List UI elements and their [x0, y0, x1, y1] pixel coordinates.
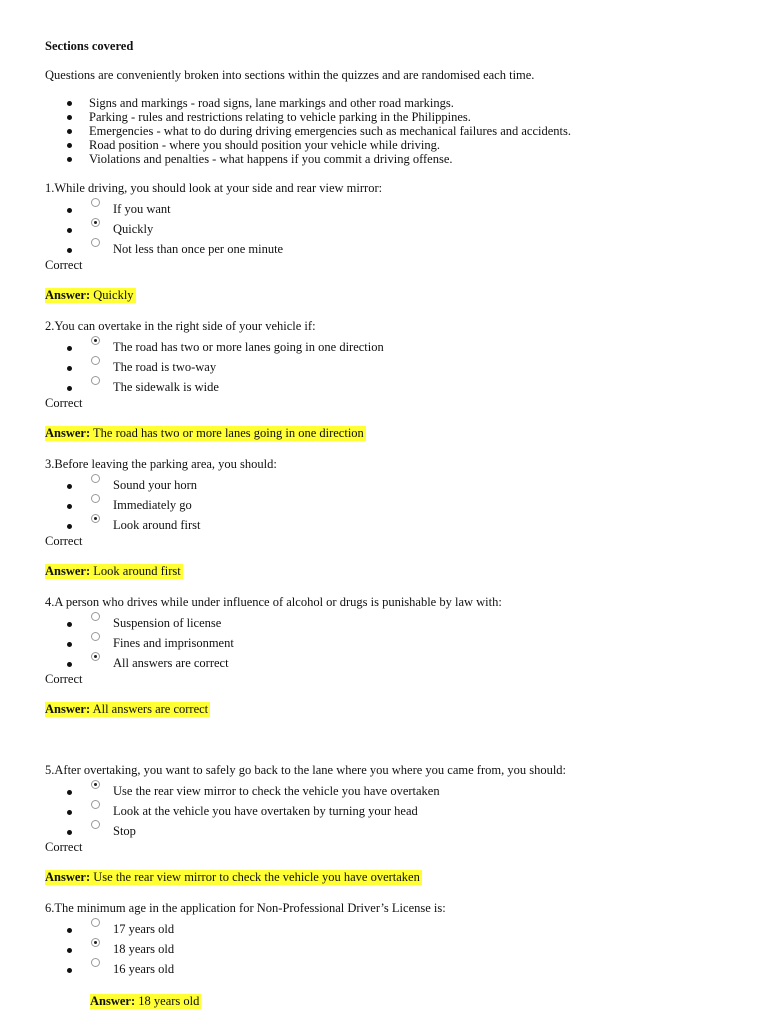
bullet-icon: [67, 642, 72, 647]
list-item: Violations and penalties - what happens if you commit a driving offense.: [45, 152, 745, 166]
radio-button[interactable]: [91, 238, 100, 247]
option-item: [45, 238, 745, 258]
option-label: Use the rear view mirror to check the vehicle you have overtaken: [113, 784, 440, 798]
options-list: [45, 780, 745, 840]
radio-button[interactable]: [91, 820, 100, 829]
radio-button-selected[interactable]: [91, 652, 100, 661]
bullet-icon: [67, 143, 72, 148]
radio-button-selected[interactable]: [91, 336, 100, 345]
option-label: Immediately go: [113, 498, 192, 512]
question-text: 5.After overtaking, you want to safely go back to the lane where you where you came from, you should:: [45, 763, 567, 777]
option-label: The sidewalk is wide: [113, 380, 219, 394]
radio-button-selected[interactable]: [91, 514, 100, 523]
radio-button[interactable]: [91, 958, 100, 967]
options-list: [45, 336, 745, 396]
list-item: Parking - rules and restrictions relating to vehicle parking in the Philippines.: [45, 110, 745, 124]
question-3: [45, 456, 745, 580]
bullet-icon: [67, 157, 72, 162]
result-text: Correct: [45, 534, 83, 548]
answer-line: [45, 288, 745, 304]
radio-button-selected[interactable]: [91, 938, 100, 947]
answer-label: Answer:: [45, 426, 91, 440]
section-heading: Sections covered: [45, 39, 134, 53]
question-text: 1.While driving, you should look at your side and rear view mirror:: [45, 181, 383, 195]
answer-highlight: [45, 870, 422, 885]
question-1: [45, 180, 745, 304]
answer-label: Answer:: [45, 702, 91, 716]
spacer: [45, 718, 745, 748]
radio-button[interactable]: [91, 474, 100, 483]
option-label: Quickly: [113, 222, 154, 236]
option-label: 17 years old: [113, 922, 175, 936]
bullet-icon: [67, 208, 72, 213]
radio-button[interactable]: [91, 612, 100, 621]
question-2: [45, 318, 745, 442]
answer-text: 18 years old: [138, 994, 200, 1008]
result-text: Correct: [45, 396, 83, 410]
option-label: Not less than once per one minute: [113, 242, 284, 256]
answer-highlight: [45, 288, 136, 303]
option-item: [45, 612, 745, 632]
result-text: Correct: [45, 840, 83, 854]
option-label: Sound your horn: [113, 478, 198, 492]
option-item: [45, 376, 745, 396]
option-label: 18 years old: [113, 942, 175, 956]
answer-line: [45, 426, 745, 442]
sections-list: [45, 96, 745, 166]
option-label: 16 years old: [113, 962, 175, 976]
bullet-icon: [67, 366, 72, 371]
result-text: Correct: [45, 258, 83, 272]
radio-button[interactable]: [91, 376, 100, 385]
radio-button[interactable]: [91, 632, 100, 641]
bullet-icon: [67, 622, 72, 627]
bullet-icon: [67, 504, 72, 509]
question-text: 6.The minimum age in the application for Non-Professional Driver’s License is:: [45, 901, 446, 915]
answer-line: [45, 870, 745, 886]
option-label: Fines and imprisonment: [113, 636, 234, 650]
list-item: Road position - where you should position your vehicle while driving.: [45, 138, 745, 152]
bullet-icon: [67, 928, 72, 933]
intro-text: Questions are conveniently broken into sections within the quizzes and are randomised each time.: [45, 68, 535, 82]
bullet-icon: [67, 101, 72, 106]
bullet-icon: [67, 484, 72, 489]
question-text: 2.You can overtake in the right side of your vehicle if:: [45, 319, 316, 333]
option-item: [45, 958, 745, 978]
option-item: [45, 514, 745, 534]
answer-highlight: [45, 564, 183, 579]
answer-highlight: [90, 994, 201, 1009]
bullet-icon: [67, 968, 72, 973]
list-item: Signs and markings - road signs, lane markings and other road markings.: [45, 96, 745, 110]
bullet-icon: [67, 129, 72, 134]
option-item: [45, 780, 745, 800]
answer-text: Use the rear view mirror to check the vehicle you have overtaken: [93, 870, 420, 884]
bullet-icon: [67, 948, 72, 953]
option-item: [45, 474, 745, 494]
option-label: Suspension of license: [113, 616, 222, 630]
bullet-icon: [67, 810, 72, 815]
list-item: Emergencies - what to do during driving emergencies such as mechanical failures and accidents.: [45, 124, 745, 138]
option-item: [45, 652, 745, 672]
question-text: 3.Before leaving the parking area, you should:: [45, 457, 277, 471]
option-item: [45, 356, 745, 376]
answer-highlight: [45, 426, 366, 441]
answer-text: Look around first: [93, 564, 181, 578]
document-page: [45, 34, 745, 1010]
radio-button[interactable]: [91, 918, 100, 927]
option-item: [45, 632, 745, 652]
options-list: [45, 474, 745, 534]
answer-text: All answers are correct: [92, 702, 209, 716]
radio-button-selected[interactable]: [91, 780, 100, 789]
options-list: [45, 198, 745, 258]
radio-button[interactable]: [91, 494, 100, 503]
bullet-icon: [67, 228, 72, 233]
radio-button-selected[interactable]: [91, 218, 100, 227]
answer-line: [45, 564, 745, 580]
option-item: [45, 198, 745, 218]
result-text: Correct: [45, 672, 83, 686]
options-list: [45, 612, 745, 672]
answer-text: The road has two or more lanes going in one direction: [93, 426, 364, 440]
bullet-icon: [67, 248, 72, 253]
option-item: [45, 918, 745, 938]
answer-label: Answer:: [90, 994, 136, 1008]
radio-button[interactable]: [91, 198, 100, 207]
option-item: [45, 336, 745, 356]
bullet-icon: [67, 346, 72, 351]
radio-button[interactable]: [91, 800, 100, 809]
question-4: [45, 594, 745, 718]
bullet-icon: [67, 115, 72, 120]
radio-button[interactable]: [91, 356, 100, 365]
option-label: The road has two or more lanes going in one direction: [113, 340, 384, 354]
answer-label: Answer:: [45, 288, 91, 302]
answer-text: Quickly: [93, 288, 134, 302]
option-label: Stop: [113, 824, 136, 838]
answer-highlight: [45, 702, 210, 717]
option-label: All answers are correct: [113, 656, 229, 670]
bullet-icon: [67, 790, 72, 795]
options-list: [45, 918, 745, 978]
option-label: If you want: [113, 202, 171, 216]
bullet-icon: [67, 386, 72, 391]
bullet-icon: [67, 662, 72, 667]
option-item: [45, 494, 745, 514]
option-item: [45, 820, 745, 840]
bullet-icon: [67, 830, 72, 835]
answer-line: [45, 994, 745, 1010]
option-item: [45, 800, 745, 820]
option-label: The road is two-way: [113, 360, 217, 374]
answer-label: Answer:: [45, 870, 91, 884]
option-label: Look around first: [113, 518, 201, 532]
bullet-icon: [67, 524, 72, 529]
answer-line: [45, 702, 745, 718]
option-item: [45, 218, 745, 238]
question-text: 4.A person who drives while under influence of alcohol or drugs is punishable by law with:: [45, 595, 502, 609]
option-label: Look at the vehicle you have overtaken by turning your head: [113, 804, 418, 818]
question-6: [45, 900, 745, 1010]
question-5: [45, 762, 745, 886]
option-item: [45, 938, 745, 958]
answer-label: Answer:: [45, 564, 91, 578]
